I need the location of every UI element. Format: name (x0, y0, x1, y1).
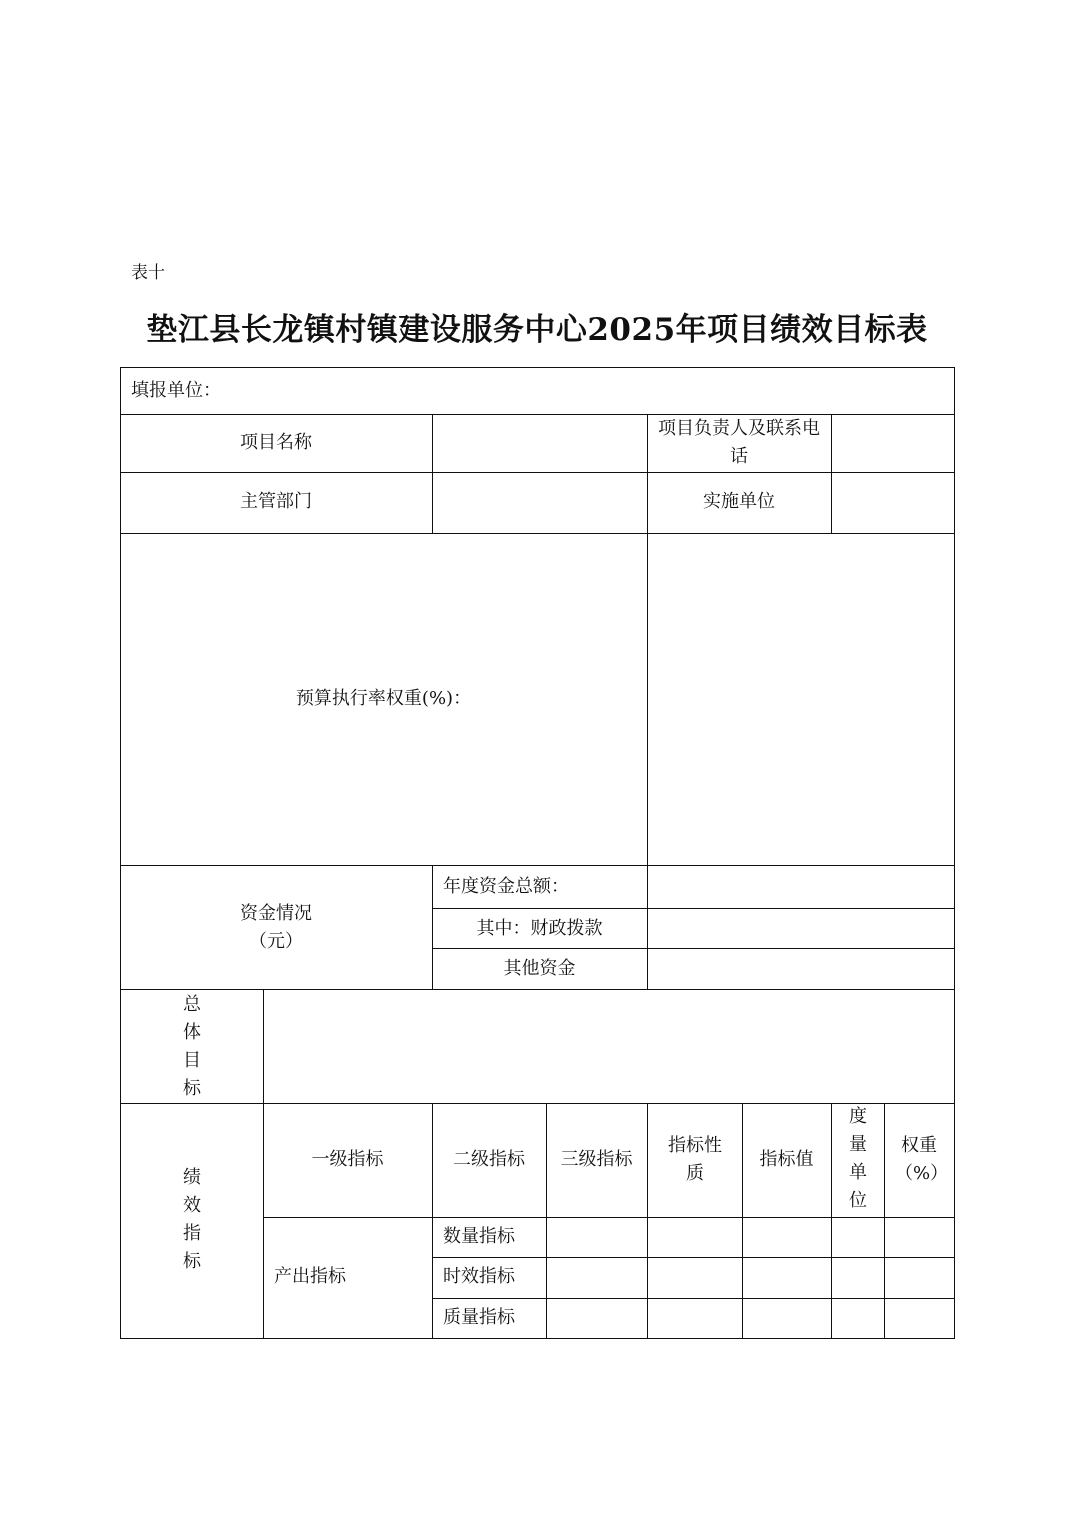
header-nature: 指标性质 (668, 1135, 722, 1184)
annual-total-value[interactable] (648, 866, 955, 908)
col-divider (432, 1103, 433, 1339)
header-value: 指标值 (759, 1149, 814, 1170)
project-lead-value[interactable] (832, 415, 955, 472)
project-lead-label: 项目负责人及联系电话 (658, 418, 820, 467)
overall-goal-value[interactable] (264, 990, 955, 1103)
project-name-label: 项目名称 (240, 432, 312, 453)
col-divider (831, 1103, 832, 1339)
other-funds-value[interactable] (648, 949, 955, 989)
col-divider (742, 1103, 743, 1339)
other-funds-label: 其他资金 (503, 958, 576, 979)
document-title: 垫江县长龙镇村镇建设服务中心2025年项目绩效目标表 (146, 312, 928, 348)
row-divider (432, 1298, 955, 1299)
output-indicator-label: 产出指标 (274, 1266, 346, 1287)
project-name-value[interactable] (433, 415, 647, 472)
row-divider (263, 1217, 955, 1218)
fiscal-value[interactable] (648, 909, 955, 948)
row-timeliness: 时效指标 (443, 1266, 515, 1287)
fund-unit-label: （元） (249, 931, 303, 952)
budget-weight-label: 预算执行率权重(%)： (295, 688, 472, 709)
fiscal-label: 其中：财政拨款 (476, 918, 603, 939)
col-divider (647, 1103, 648, 1339)
col-divider (884, 1103, 885, 1339)
impl-unit-label: 实施单位 (703, 491, 775, 512)
row-quality: 质量指标 (443, 1307, 515, 1328)
fund-situation-label: 资金情况 (240, 903, 312, 924)
dept-value[interactable] (433, 473, 647, 533)
annual-total-label: 年度资金总额： (443, 876, 569, 897)
dept-label: 主管部门 (240, 491, 312, 512)
row-quantity: 数量指标 (443, 1226, 515, 1247)
col-divider (546, 1103, 547, 1339)
fill-unit-label: 填报单位： (131, 380, 221, 401)
header-level1: 一级指标 (311, 1149, 384, 1170)
row-divider (120, 1103, 955, 1104)
table-number-label: 表十 (131, 263, 165, 283)
header-level2: 二级指标 (453, 1149, 525, 1170)
header-unit: 度量单位 (849, 1106, 867, 1211)
budget-weight-value[interactable] (648, 534, 955, 865)
row-divider (432, 1257, 955, 1258)
header-level3: 三级指标 (560, 1149, 633, 1170)
impl-unit-value[interactable] (832, 473, 955, 533)
perf-indicators-label: 绩效指标 (183, 1167, 201, 1272)
header-weight: 权重（%） (895, 1135, 949, 1184)
overall-goal-label: 总体目标 (183, 994, 201, 1099)
